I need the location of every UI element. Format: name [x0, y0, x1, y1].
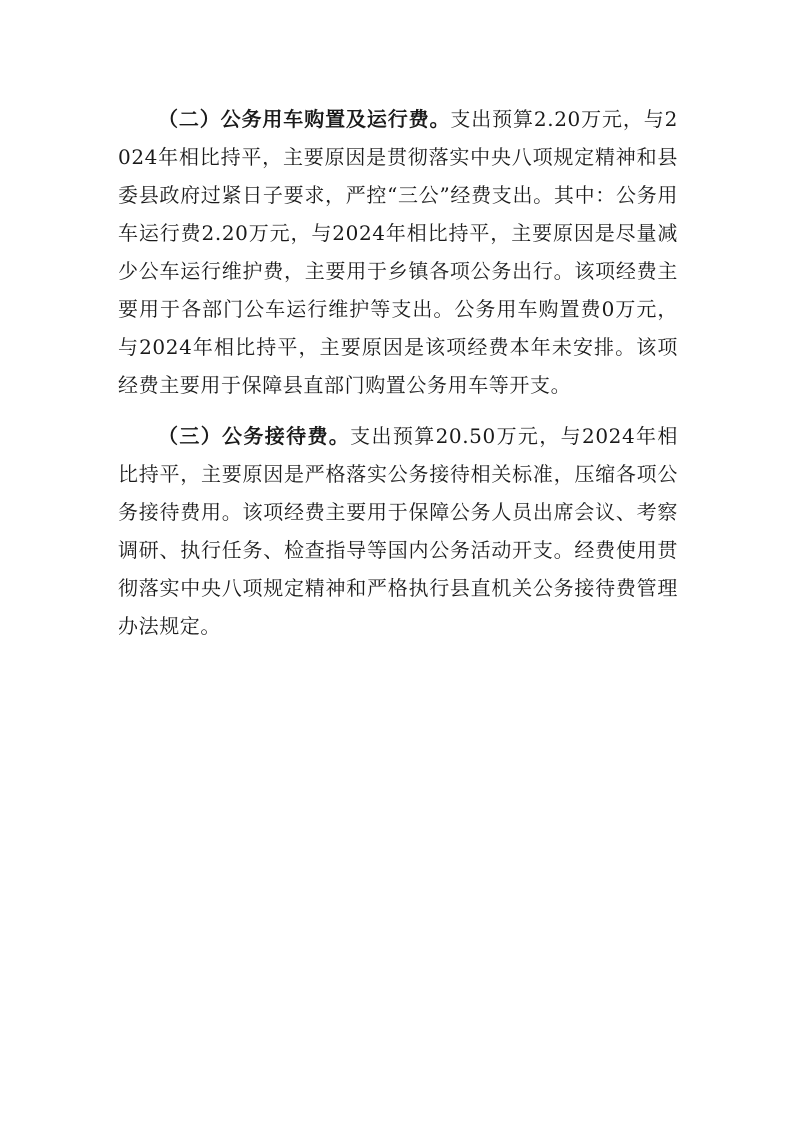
section-reception-expenses — [118, 417, 678, 645]
section-vehicle-expenses — [118, 100, 678, 404]
document-page — [118, 100, 678, 645]
section-body: 支出预算20.50万元，与2024年相比持平，主要原因是严格落实公务接待相关标准，压缩各项公务接待费用。该项经费主要用于保障公务人员出席会议、考察调研、执行任务、检查指导等国内公务活动开支。经费使用贯彻落实中央八项规定精神和严格执行县直机关公务接待费管理办法规定。 — [118, 424, 678, 638]
section-heading: （三）公务接待费。 — [158, 424, 351, 448]
section-body: 支出预算2.20万元，与2024年相比持平，主要原因是贯彻落实中央八项规定精神和县委县政府过紧日子要求，严控“三公”经费支出。其中：公务用车运行费2.20万元，与2024年相比持平，主要原因是尽量减少公车运行维护费，主要用于乡镇各项公务出行。该项经费主要用于各部门公车运行维护等支出。公务用车购置费0万元，与2024年相比持平，主要原因是该项经费本年未安排。该项经费主要用于保障县直部门购置公务用车等开支。 — [118, 107, 679, 397]
section-heading: （二）公务用车购置及运行费。 — [158, 107, 451, 131]
